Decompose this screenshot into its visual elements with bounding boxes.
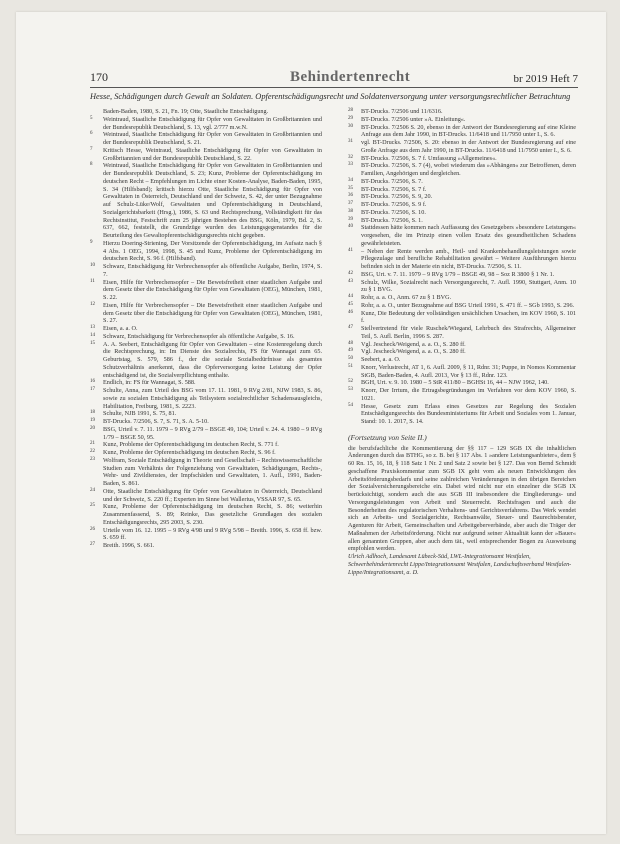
footnote — [348, 279, 576, 295]
footnote — [90, 542, 322, 550]
review-author: Ulrich Adlhoch, Landesamt Lübeck-Süd, LWL-Integrationsamt Westfalen, Schwerbehindertenrecht Lippe/Integrationsamt Westfalen, Landschaftsverband Westfalen-Lippe/Integrationsamt, a. D. — [348, 553, 572, 576]
footnote-text: Weintraud, Staatliche Entschädigung für Opfer von Gewalttaten in Großbritannien und der Bundesrepublik Deutschland, S. 21. — [103, 131, 322, 146]
footnote-text: BT-Drucks. 7/2506, S. 1. — [361, 216, 423, 224]
footnote-text: BT-Drucks. 7/2506, S. 7 (4), wobei wiederum das »Abhängen« zur Betroffenen, deren Familien, Angehörigen und dergleichen. — [361, 162, 576, 177]
footnote-text: Stellvertretend für viele Ruschek/Wiegand, Lehrbuch des Strafrechts, Allgemeiner Teil, 5. Aufl. Berlin, 1996 S. 287. — [361, 325, 576, 340]
right-column — [348, 108, 576, 576]
footnote-number: 41 — [348, 247, 353, 253]
footnote — [348, 224, 576, 247]
footnote — [90, 333, 322, 341]
footnote-number: 17 — [90, 387, 95, 392]
footnote-text: Schwarz, Entschädigung für Verbrechensopfer als öffentliche Aufgabe, Berlin, 1974, S. 7. — [103, 263, 322, 278]
footnote-text: Kritisch Hesse, Weintraud, Staatliche Entschädigung für Opfer von Gewalttaten in Großbritannien und der Bundesrepublik Deutschland, S. 22. — [103, 146, 322, 162]
footnote-text: BT-Drucks. 7/2506, S. 7 f. Umfassung »Allgemeines«. — [361, 154, 497, 162]
footnote — [90, 449, 322, 457]
footnote-number: 33 — [348, 162, 353, 168]
footnote-number: 25 — [90, 503, 95, 509]
footnote — [90, 503, 322, 526]
footnote — [348, 116, 576, 124]
page-number: 170 — [90, 70, 108, 84]
footnote-number: 32 — [348, 154, 353, 160]
footnote-text: Weintraud, Staatliche Entschädigung für Opfer von Gewalttaten in Großbritannien und der Bundesrepublik Deutschland, S. 13, vgl. 2/777 m.w.N. — [103, 115, 322, 131]
footnote-text: Breith. 1996, S. 661. — [103, 542, 155, 549]
footnote — [348, 325, 576, 341]
footnote-number: 10 — [90, 263, 95, 268]
footnote-text: Kunz, Probleme der Opferentschädigung im deutschen Recht, S. 86; weiterhin Zusammenfassend, S. 89; Reinke, Das gesetzliche Grundlagen des sozialen Entschädigungsrechts, 295 2003, S. 230. — [103, 503, 322, 526]
journal-title: Behindertenrecht — [290, 69, 411, 85]
footnote — [90, 116, 322, 132]
footnote — [348, 186, 576, 194]
footnote — [90, 488, 322, 504]
footnote-text: Schulz, Wilke, Sozialrecht nach Versorgungsrecht, 7. Aufl. 1990, Stuttgart, Anm. 10 zu § 1 BVG. — [361, 278, 576, 294]
footnote — [90, 441, 322, 449]
footnote-text: BT-Drucks. 7/2506 S. 20, ebenso in der Antwort der Bundesregierung auf eine Kleine Anfrage aus dem Jahr 1990, in BT-Drucks. 11/6418 und 11/7950 unter I., S. 6. — [361, 123, 576, 139]
footnote-number: 53 — [348, 387, 353, 392]
footnote-text: Weintraud, Staatliche Entschädigung für Opfer von Gewalttaten in Großbritannien und der Bundesrepublik Deutschland, S. 23; Kunz, Probleme der Opferentschädigung im deutschen Recht – Empfehlungen im Lichte einer Kosten-Analyse, Baden-Baden, 1995, S. 34 (Hilfsband); kritisch hierzu Otte, Staatliche Entschädigung für Opfer von Gewalttaten in Österreich, Deutschland und der Schweiz, S. 42, der unter Bezugnahme auf Schulz-Lüke/Wolf, Gewalttaten und Opferentschädigung in Deutschland, Sozialgerichtsbarkeit (Hrsg.), 1986, S. 63 und Rechtsprechung, Vollständigkeit für das Rechtsinstitut, Festschrift zum 25 jährigen Bestehen des BSG, Köln, 1979, Bd. 2, S. 637, 662, feststellt, die Grundzüge wurden des Leistungsgegenstandes für die Beurteilung des Gewaltopferentschädigungsrechts nicht gegeben. — [103, 162, 322, 239]
footnote — [348, 387, 576, 403]
footnote-text: Hierzu Doering-Striening, Der Vorsitzende der Opferentschädigung, im Aufsatz nach § 4 Abs. 1 OEG, 1994, 1998, S. 45 und Kunz, Probleme der Opferentschädigung im deutschen Recht, S. 96 f. (Hilfsband). — [103, 239, 322, 263]
footnote-text: Rohr, a. a. O., unter Bezugnahme auf BSG Urteil 1991, S. 471 ff. – SGb 1993, S. 296. — [361, 301, 575, 309]
footnote-number: 48 — [348, 340, 353, 346]
footnote — [348, 108, 576, 116]
footnote-text: Kunz, Probleme der Opferentschädigung im deutschen Recht, S. 771 f. — [103, 441, 279, 449]
footnote — [348, 294, 576, 302]
footnote — [348, 403, 576, 426]
footnote-number: 38 — [348, 208, 353, 214]
footnote-number: 9 — [90, 239, 93, 245]
continued-review — [348, 434, 576, 577]
footnote — [90, 263, 322, 279]
footnote — [90, 527, 322, 543]
footnote-number: 5 — [90, 115, 93, 121]
footnote — [348, 139, 576, 155]
footnote-number: 34 — [348, 177, 353, 183]
footnote-number: 45 — [348, 301, 353, 307]
footnote — [348, 217, 576, 225]
footnote — [90, 147, 322, 163]
footnote-text: Baden-Baden, 1980, S. 21, Fn. 19; Otte, Staatliche Entschädigung. — [103, 108, 269, 115]
footnote-number: 24 — [90, 487, 95, 493]
footnote-text: BT-Drucks. 7/2506, S. 7. — [361, 177, 423, 185]
footnote — [90, 279, 322, 302]
footnote-text: Rohr, a. a. O., Anm. 67 zu § 1 BVG. — [361, 294, 452, 301]
footnote-number: 47 — [348, 325, 353, 330]
footnote — [90, 325, 322, 333]
footnote-number: 29 — [348, 115, 353, 121]
footnotes-left-column — [90, 108, 322, 550]
footnote — [348, 248, 576, 271]
footnote — [348, 348, 576, 356]
footnote-text: Schulte, Anna, zum Urteil des BSG vom 17. 11. 1981, 9 RVg 2/81, NJW 1983, S. 86, sowie zu sozialen Entschädigung als Teilsystem sozialrechtlicher Schadensausgleichs, Habilitation, Freiburg, 1981, S. 2223. — [103, 387, 322, 410]
footnote — [90, 379, 322, 387]
footnote-number: 39 — [348, 216, 353, 222]
footnote-text: Vgl. Jescheck/Weigend, a. a. O., S. 280 ff. — [361, 348, 466, 356]
footnote-number: 35 — [348, 185, 353, 191]
footnote-text: BGH, Urt. v. 9. 10. 1980 – 5 StR 411/80 – BGHSt 16, 44 – NJW 1962, 140. — [361, 379, 549, 387]
footnote-number: 18 — [90, 410, 95, 416]
footnote — [90, 108, 322, 116]
footnote-number: 46 — [348, 309, 353, 315]
footnote-number: 44 — [348, 294, 353, 299]
footnote — [348, 201, 576, 209]
footnote-number: 28 — [348, 108, 353, 113]
footnote-number: 19 — [90, 418, 95, 423]
footnote — [348, 341, 576, 349]
footnote — [348, 162, 576, 178]
footnote-number: 21 — [90, 441, 95, 447]
footnote — [348, 379, 576, 387]
footnote-text: Stattdessen hätte kommen nach Auffassung des Gesetzgebers »besondere Leistungen« vorgesehen, die im Prinzip einen vollen Ersatz des gesundheitlichen Schadens gewährleisteten. — [361, 224, 576, 247]
footnote — [90, 240, 322, 263]
footnote-text: Schulte, NJB 1991, S. 75, 81. — [103, 410, 177, 418]
footnote — [348, 209, 576, 217]
footnote-text: Knorr, Verlustrecht, AT 1, 6. Aufl. 2009, § 11, Rdnr. 31; Puppe, in Nomos Kommentar StGB, Baden-Baden, 4. Aufl. 2013, Vor § 13 ff., Rdnr. 123. — [361, 363, 576, 379]
footnote-text: Seebert, a. a. O. — [361, 356, 401, 363]
footnote — [348, 124, 576, 140]
footnote — [90, 131, 322, 147]
footnote-number: 27 — [90, 542, 95, 547]
footnote-text: BT-Drucks. 7/2506, S. 9, 20. — [361, 193, 433, 201]
footnote — [348, 193, 576, 201]
footnote-number: 12 — [90, 301, 95, 307]
footnote — [90, 302, 322, 325]
footnote-text: BSG, Urt. v. 7. 11. 1979 – 9 RVg 1/79 – BSGE 49, 98 – Soz R 3800 § 1 Nr. 1. — [361, 270, 555, 278]
footnote-number: 37 — [348, 201, 353, 206]
footnote-number: 49 — [348, 348, 353, 354]
footnote — [348, 302, 576, 310]
footnote — [90, 426, 322, 442]
footnote-number: 50 — [348, 356, 353, 361]
footnote-text: Endlich, in: FS für Wannagat, S. 588. — [103, 379, 196, 387]
footnote-number: 36 — [348, 193, 353, 199]
footnote-number: 20 — [90, 425, 95, 431]
footnote-number: 26 — [90, 526, 95, 532]
footnote — [348, 364, 576, 380]
footnote-text: BT-Drucks. 7/2506 und 11/6316. — [361, 108, 443, 115]
footnote-text: Kunz, Die Bedeutung der vollständigen ursächlichen Ursachen, im KOV 1960, S. 101 f. — [361, 309, 576, 325]
footnote-number: 30 — [348, 123, 353, 129]
footnote-text: – Neben der Rente werden amb., Heil- und Krankenbehandlungsleistungen sowie Pflegezulage und berufliche Rehabilitation gewährt – Weitere Ausführungen hierzu befinden sich in der Materie ein nicht, BT-Drucks. 7/2506, S. 11. — [361, 247, 576, 270]
footnote-text: Otte, Staatliche Entschädigung für Opfer von Gewalttaten in Österreich, Deutschland und der Schweiz, S. 220 ff.; Experten im Sinne bei Wallerius, VSSAR 97, S. 65. — [103, 487, 322, 503]
footnote-number: 14 — [90, 332, 95, 338]
footnote-number: 51 — [348, 363, 353, 369]
footnote-number: 23 — [90, 456, 95, 462]
footnote-text: Urteile vom 16. 12. 1995 – 9 RVg 4/98 und 9 RVg 5/98 – Breith. 1996, S. 658 ff. bzw. S. 659 ff. — [103, 526, 322, 542]
footnote — [348, 178, 576, 186]
footnote-number: 11 — [90, 278, 95, 284]
footnote-number: 8 — [90, 162, 93, 168]
footnote-text: BT-Drucks. 7/2506, S. 7 f. — [361, 185, 427, 193]
footnote-number: 16 — [90, 379, 95, 385]
footnote-number: 42 — [348, 270, 353, 276]
footnote-text: BSG, Urteil v. 7. 11. 1979 – 9 RVg 2/79 – BSGE 49, 104; Urteil v. 24. 4. 1980 – 9 RVg 1/79 – BSGE 50, 95. — [103, 425, 322, 441]
footnote-text: Kunz, Probleme der Opferentschädigung im deutschen Recht, S. 96 f. — [103, 449, 276, 456]
running-head: Hesse, Schädigungen durch Gewalt an Soldaten. Opferentschädigungsrecht und Soldatenversorgung unter versorgungsrechtlicher Betrachtung — [90, 92, 571, 101]
footnote-number: 6 — [90, 131, 93, 137]
footnote — [90, 341, 322, 380]
footnote-text: BT-Drucks. 7/2506, S. 7, S. 71, S. A. 5-10. — [103, 418, 209, 425]
footnote-text: Hesse, Gesetz zum Erlass eines Gesetzes zur Regelung des Sozialen Entschädigungsrechts des Bundesministeriums für Arbeit und Soziales vom 1. Januar, Stand: 10. 1. 2017, S. 14. — [361, 402, 576, 425]
footnote — [348, 356, 576, 364]
footnote-text: A. A. Seebert, Entschädigung für Opfer von Gewalttaten – eine Kostenregelung durch die Rechtsprechung, in: Im Dienste des Sozialrechts, FS für Wannagat zum 65. Geburtstag, S. 579, 586 f., der die soziale Sozialbedürfnisse als gesamtes Schutzverhältnis anerkennt, dass die Opferversorgung keine Leistung der Opfer entschädigend ist, die Sozialverpflichtung enthalte. — [103, 340, 322, 379]
footnote — [348, 271, 576, 279]
footnote-number: 15 — [90, 340, 95, 346]
footnote-number: 31 — [348, 139, 353, 144]
footnote — [90, 418, 322, 426]
footnote-number: 13 — [90, 325, 95, 330]
footnote — [90, 410, 322, 418]
footnote — [348, 310, 576, 326]
footnote — [348, 155, 576, 163]
footnote-text: vgl. BT-Drucks. 7/2506, S. 20: ebenso in der Antwort der Bundesregierung auf eine Große Anfrage aus dem Jahr 1990, in BT-Drucks. 11/6418 und 11/7950 unter I., S. 6. — [361, 139, 576, 154]
footnote-text: Schwarz, Entschädigung für Verbrechensopfer als öffentliche Aufgabe, S. 16. — [103, 332, 295, 340]
footnote-text: BT-Drucks. 7/2506, S. 9 f. — [361, 201, 427, 208]
footnote-text: BT-Drucks. 7/2506 unter »A. Einleitung«. — [361, 115, 466, 123]
document-page — [16, 12, 606, 834]
footnote — [90, 457, 322, 488]
footnote-text: Eisen, a. a. O. — [103, 325, 138, 332]
footnote-text: Wolfram, Soziale Entschädigung in Theorie und Gesellschaft – Rechtswissenschaftliche Studien zum Verhältnis der Folgenziehung von Gewalttaten, Schädigungen, Rechts-, Wehr- und Zivildienstes, der Impfschäden und Gewalttaten, 1. Aufl., 1991, Baden-Baden, S. 861. — [103, 456, 322, 487]
continued-text: die berufsfachliche die Kommentierung der §§ 117 – 129 SGB IX die inhaltlichen Änderungen durch das BTHG, so z. B. bei § 117 Abs. 1 »andere Leistungsanbieter«, dem § 60 Rn. 15, 16, 18, § 118 Satz 1 Nr. 2 und Satz 2 sowie bei § 127. Das von Bernd Schmidt geschaffene Praxiskommentar zum SGB IX geht vom als neuen Entwicklungen des Arbeitsförderungsbedarfs und seine zahlreichen Veränderungen in den übrigen Bereichen der Sozialversicherungsbereiche ein. Dabei wird nicht nur ein einzelner die SGB IX berücksichtigt, sondern auch die aus SGB III insbesondere die Eingliederungs- und Versorgungsleistungen von Arbeit und Steuerrecht. Rechtsfragen und auch die Besonderheiten des regulatorischen Verhaltens- und Gerichtsverfahrens. Das Werk wendet sich an Arbeits- und Sozialgerichte, Rechtsanwälte, Steuer- und Baurechtsberater, Agenturen für Arbeit, Gemeinschaften und Arbeitgeberverbände, aber auch die Träger der Maßnahmen der Arbeitsförderung. Nicht nur aufgrund seiner Aktualität kann der »Bauer« allen genannten Gruppen, aber auch dem tät., weil entsprechender Bogen zu Ausweisung empfohlen werden. — [348, 444, 576, 553]
footnotes-right-column — [348, 108, 576, 426]
footnote-text: Knorr, Der Irrtum, die Ertragsbegründungen im Verfahren vor dem KOV 1960, S. 1021. — [361, 387, 576, 402]
issue-label: br 2019 Heft 7 — [513, 73, 578, 85]
footnote — [90, 162, 322, 240]
footnote-number: 22 — [90, 449, 95, 454]
page-header — [90, 67, 578, 88]
footnote-number: 52 — [348, 379, 353, 385]
footnote-number: 43 — [348, 278, 353, 284]
continued-title: (Fortsetzung von Seite II.) — [348, 432, 427, 442]
footnote-text: Eisen, Hilfe für Verbrechensopfer – Die Beweisfreiheit einer staatlichen Aufgabe und dem Gesetz über die Entschädigung für Opfer von Gewalttaten (OEG), München, 1981, S. 27. — [103, 301, 322, 325]
footnote-number: 40 — [348, 224, 353, 230]
footnote-text: Vgl. Jescheck/Weigend, a. a. O., S. 280 ff. — [361, 340, 466, 348]
footnote-text: BT-Drucks. 7/2506, S. 10. — [361, 208, 426, 216]
footnote — [90, 387, 322, 410]
footnote-text: Eisen, Hilfe für Verbrechensopfer – Die Beweisfreiheit einer staatlichen Aufgabe und dem Gesetz über die Entschädigung für Opfer von Gewalttaten (OEG), München, 1981, S. 22. — [103, 278, 322, 301]
footnote-number: 54 — [348, 402, 353, 408]
footnote-number: 7 — [90, 146, 93, 152]
